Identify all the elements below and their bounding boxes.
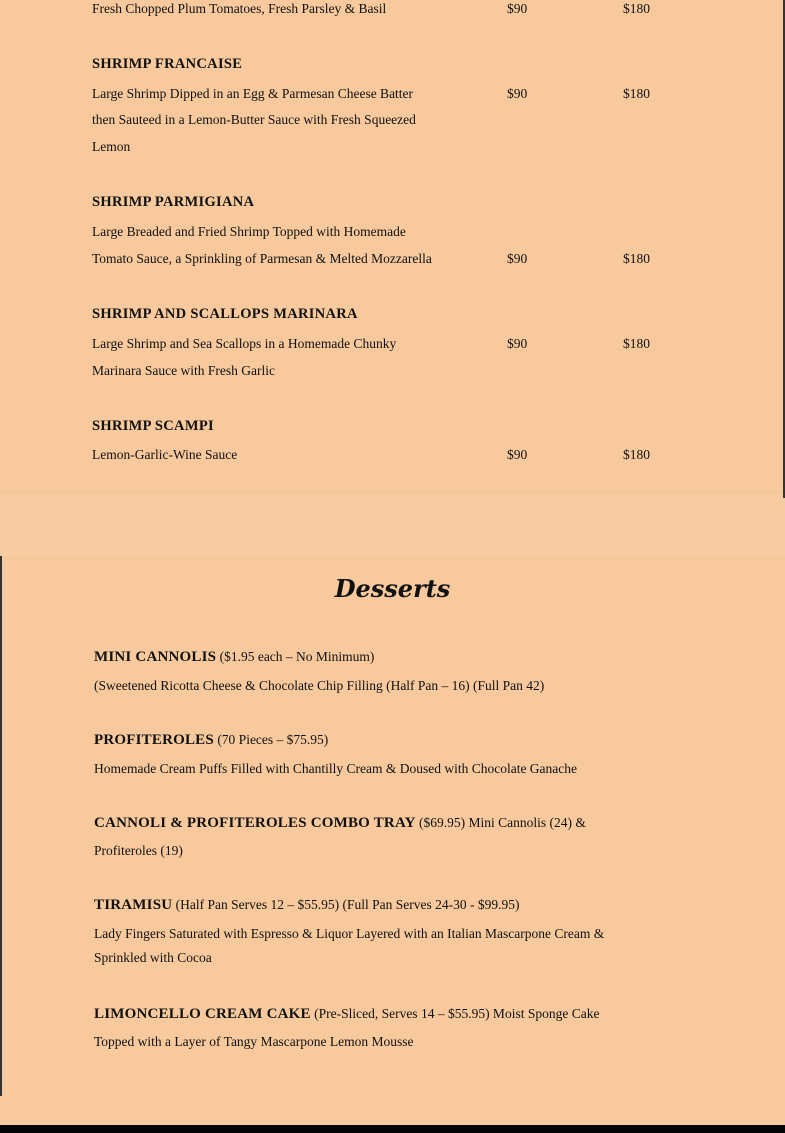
page-border	[0, 556, 2, 1096]
item-description: Large Shrimp and Sea Scallops in a Homemade Chunky	[92, 336, 397, 351]
dessert-detail: (Pre-Sliced, Serves 14 – $55.95) Moist Sponge Cake	[310, 1006, 600, 1021]
item-description: Lemon-Garlic-Wine Sauce	[92, 447, 238, 462]
half-pan-price: $90	[507, 447, 528, 462]
full-pan-price: $180	[623, 86, 650, 101]
full-pan-price: $180	[623, 336, 650, 351]
dessert-description: (Sweetened Ricotta Cheese & Chocolate Chip Filling (Half Pan – 16) (Full Pan 42)	[94, 678, 545, 693]
dessert-name: LIMONCELLO CREAM CAKE	[94, 1006, 311, 1022]
item-name: SHRIMP SCAMPI	[92, 418, 214, 434]
half-pan-price: $90	[507, 86, 528, 101]
dessert-description: Homemade Cream Puffs Filled with Chantilly Cream & Doused with Chocolate Ganache	[94, 761, 578, 776]
item-description: Large Shrimp Dipped in an Egg & Parmesan Cheese Batter	[92, 86, 414, 101]
dessert-header	[94, 649, 374, 666]
dessert-detail: ($1.95 each – No Minimum)	[216, 649, 375, 664]
bottom-bar	[0, 1125, 785, 1133]
dessert-name: CANNOLI & PROFITEROLES COMBO TRAY	[94, 815, 416, 831]
full-pan-price: $180	[623, 447, 650, 462]
dessert-description: Sprinkled with Cocoa	[94, 950, 212, 965]
item-description: Large Breaded and Fried Shrimp Topped with Homemade	[92, 224, 406, 239]
dessert-header	[94, 897, 519, 914]
dessert-header	[94, 1006, 599, 1023]
dessert-detail: (Half Pan Serves 12 – $55.95) (Full Pan Serves 24-30 - $99.95)	[172, 897, 520, 912]
dessert-description: Profiteroles (19)	[94, 843, 183, 858]
dessert-name: TIRAMISU	[94, 897, 173, 913]
item-description: Marinara Sauce with Fresh Garlic	[92, 363, 275, 378]
dessert-description: Lady Fingers Saturated with Espresso & Liquor Layered with an Italian Mascarpone Cream &	[94, 926, 605, 941]
half-pan-price: $90	[507, 1, 528, 16]
half-pan-price: $90	[507, 251, 528, 266]
item-description: Lemon	[92, 139, 131, 154]
item-name: SHRIMP FRANCAISE	[92, 56, 243, 72]
full-pan-price: $180	[623, 251, 650, 266]
section-title: Desserts	[334, 574, 451, 603]
dessert-name: MINI CANNOLIS	[94, 649, 217, 665]
dessert-detail: (70 Pieces – $75.95)	[213, 732, 329, 747]
item-description: then Sauteed in a Lemon-Butter Sauce with Fresh Squeezed	[92, 112, 416, 127]
page-gap	[0, 498, 785, 556]
full-pan-price: $180	[623, 1, 650, 16]
dessert-description: Topped with a Layer of Tangy Mascarpone Lemon Mousse	[94, 1034, 414, 1049]
item-description: Tomato Sauce, a Sprinkling of Parmesan & Melted Mozzarella	[92, 251, 432, 266]
half-pan-price: $90	[507, 336, 528, 351]
dessert-name: PROFITEROLES	[94, 732, 214, 748]
dessert-header	[94, 732, 328, 749]
item-name: SHRIMP AND SCALLOPS MARINARA	[92, 306, 358, 322]
dessert-header	[94, 815, 586, 832]
item-description: Fresh Chopped Plum Tomatoes, Fresh Parsley & Basil	[92, 1, 387, 16]
item-name: SHRIMP PARMIGIANA	[92, 194, 255, 210]
dessert-detail: ($69.95) Mini Cannolis (24) &	[415, 815, 586, 830]
